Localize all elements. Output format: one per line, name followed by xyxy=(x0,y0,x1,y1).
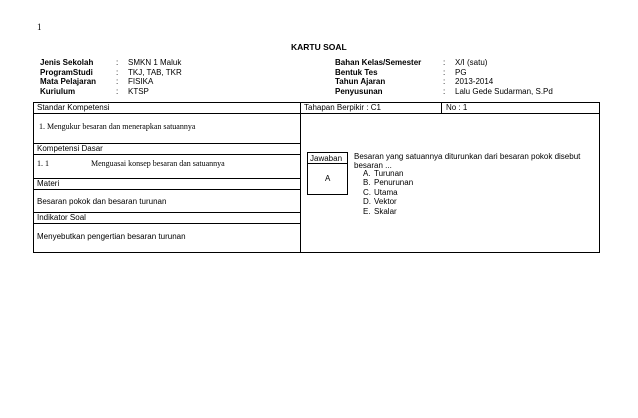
option-text: Turunan xyxy=(374,169,404,178)
meta-label: Mata Pelajaran xyxy=(40,77,97,87)
jawaban-label: Jawaban xyxy=(310,154,343,163)
option-letter: E. xyxy=(363,206,371,216)
meta-value: SMKN 1 Maluk xyxy=(128,58,182,67)
question-number: No : 1 xyxy=(446,103,468,112)
row-divider-3 xyxy=(33,154,300,155)
tahapan-berpikir: Tahapan Berpikir : C1 xyxy=(304,103,381,112)
page-number: 1 xyxy=(37,22,42,32)
meta-row-tahun-ajaran xyxy=(335,77,553,87)
question-text-line-2: besaran ... xyxy=(354,161,392,170)
materi-heading: Materi xyxy=(37,179,60,188)
option-text: Skalar xyxy=(374,206,397,216)
number-divider xyxy=(441,102,442,114)
option-a xyxy=(363,169,413,178)
meta-value: 2013-2014 xyxy=(455,77,494,87)
meta-row-kurikulum xyxy=(40,87,182,97)
meta-row-jenis-sekolah xyxy=(40,58,182,68)
row-divider-1 xyxy=(33,113,300,114)
meta-value: TKJ, TAB, TKR xyxy=(128,67,182,77)
meta-value: PG xyxy=(455,67,467,77)
meta-row-penyusunan xyxy=(335,87,553,97)
meta-row-mata-pelajaran xyxy=(40,77,182,87)
meta-separator: : xyxy=(443,58,446,67)
option-letter: A. xyxy=(363,169,371,178)
option-e xyxy=(363,207,413,216)
kompetensi-dasar-heading: Kompetensi Dasar xyxy=(37,144,103,153)
row-divider-4 xyxy=(33,178,300,179)
option-letter: B. xyxy=(363,178,371,188)
meta-value: KTSP xyxy=(128,86,149,96)
meta-row-program-studi xyxy=(40,68,182,78)
kompetensi-dasar-text: Menguasai konsep besaran dan satuannya xyxy=(91,159,225,168)
meta-separator: : xyxy=(116,67,119,77)
standar-kompetensi-text: 1. Mengukur besaran dan menerapkan satuannya xyxy=(39,122,196,131)
meta-separator: : xyxy=(443,77,446,87)
meta-label: Penyusunan xyxy=(335,86,383,96)
materi-text: Besaran pokok dan besaran turunan xyxy=(37,197,167,206)
meta-value: Lalu Gede Sudarman, S.Pd xyxy=(455,86,553,96)
row-divider-5 xyxy=(33,189,300,190)
standar-kompetensi-heading: Standar Kompetensi xyxy=(37,103,110,112)
option-c xyxy=(363,188,413,197)
option-text: Penurunan xyxy=(374,178,414,188)
meta-separator: : xyxy=(116,58,119,67)
meta-left xyxy=(40,58,182,96)
meta-separator: : xyxy=(443,86,446,96)
option-letter: D. xyxy=(363,197,371,207)
option-d xyxy=(363,197,413,206)
column-divider xyxy=(300,102,301,253)
option-b xyxy=(363,178,413,187)
meta-right xyxy=(335,58,553,96)
indikator-soal-text: Menyebutkan pengertian besaran turunan xyxy=(37,232,186,241)
meta-label: Tahun Ajaran xyxy=(335,77,386,87)
meta-separator: : xyxy=(443,67,446,77)
right-header-divider xyxy=(300,113,600,114)
answer-options xyxy=(363,169,413,216)
option-text: Vektor xyxy=(374,197,397,207)
question-text-line-1: Besaran yang satuannya diturunkan dari besaran pokok disebut xyxy=(354,152,581,161)
meta-label: Bentuk Tes xyxy=(335,67,378,77)
meta-label: Kuriulum xyxy=(40,86,76,96)
meta-separator: : xyxy=(116,86,119,96)
jawaban-value: A xyxy=(325,174,331,183)
kompetensi-dasar-number: 1. 1 xyxy=(37,159,49,168)
indikator-soal-heading: Indikator Soal xyxy=(37,213,86,222)
meta-row-bahan-kelas xyxy=(335,58,553,68)
option-text: Utama xyxy=(374,187,398,197)
meta-value: FISIKA xyxy=(128,77,154,87)
meta-label: Bahan Kelas/Semester xyxy=(335,58,422,67)
meta-separator: : xyxy=(116,77,119,87)
document-title: KARTU SOAL xyxy=(291,42,347,52)
meta-label: Jenis Sekolah xyxy=(40,58,94,67)
row-divider-7 xyxy=(33,223,300,224)
option-letter: C. xyxy=(363,187,371,197)
meta-label: ProgramStudi xyxy=(40,67,93,77)
meta-row-bentuk-tes xyxy=(335,68,553,78)
meta-value: X/I (satu) xyxy=(455,58,488,67)
